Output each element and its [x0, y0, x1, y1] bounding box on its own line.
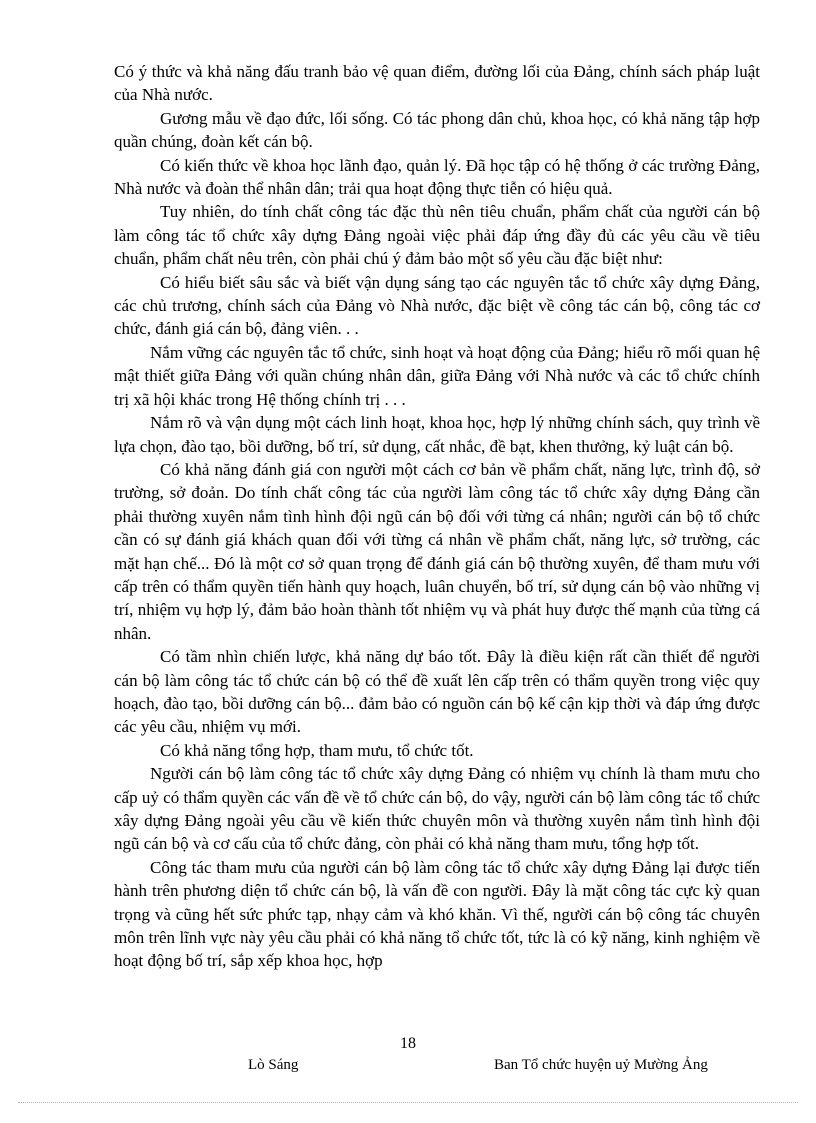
paragraph: Tuy nhiên, do tính chất công tác đặc thù nên tiêu chuẩn, phẩm chất của người cán bộ làm công tác tổ chức xây dựng Đảng ngoài việc phải đáp ứng đầy đủ các yêu cầu về tiêu chuẩn, phẩm chất nêu trên, còn phải chú ý đảm bảo một số yêu cầu đặc biệt như:	[114, 202, 760, 269]
paragraph: Gương mẫu về đạo đức, lối sống. Có tác phong dân chủ, khoa học, có khả năng tập hợp quần chúng, đoàn kết cán bộ.	[114, 108, 760, 152]
document-body	[114, 60, 760, 973]
paragraph: Có hiểu biết sâu sắc và biết vận dụng sáng tạo các nguyên tắc tổ chức xây dựng Đảng, các chủ trương, chính sách của Đảng vò Nhà nước, đặc biệt về công tác cán bộ, công tác cơ chức, đánh giá cán bộ, đảng viên. . .	[114, 272, 760, 339]
page-bottom-divider	[18, 1102, 798, 1103]
paragraph: Nắm rõ và vận dụng một cách linh hoạt, khoa học, hợp lý những chính sách, quy trình về lựa chọn, đào tạo, bồi dưỡng, bố trí, sử dụng, cất nhắc, đề bạt, khen thưởng, kỷ luật cán bộ.	[114, 413, 760, 456]
footer-organization: Ban Tổ chức huyện uỷ Mường Ảng	[494, 1057, 708, 1073]
paragraph: Có khả năng đánh giá con người một cách cơ bản về phẩm chất, năng lực, trình độ, sở trường, sở đoản. Do tính chất công tác của người làm công tác tổ chức xây dựng Đảng cần phải thường xuyên nắm tình hình đội ngũ cán bộ đối với từng cá nhân; người cán bộ tổ chức cần có sự đánh giá khách quan đối với từng cá nhân về phẩm chất, năng lực, sở trường, các mặt hạn chế... Đó là một cơ sở quan trọng để đánh giá cán bộ thường xuyên, để tham mưu với cấp trên có thẩm quyền tiến hành quy hoạch, luân chuyển, bố trí, sử dụng cán bộ vào những vị trí, nhiệm vụ hợp lý, đảm bảo hoàn thành tốt nhiệm vụ và phát huy được thế mạnh của từng cá nhân.	[114, 459, 760, 643]
paragraph: Nắm vững các nguyên tắc tổ chức, sinh hoạt và hoạt động của Đảng; hiểu rõ mối quan hệ mật thiết giữa Đảng với quần chúng nhân dân, giữa Đảng với Nhà nước và các tổ chức chính trị xã hội khác trong Hệ thống chính trị . . .	[114, 342, 760, 409]
page-number: 18	[400, 1035, 416, 1052]
paragraph: Có khả năng tổng hợp, tham mưu, tổ chức tốt.	[160, 740, 474, 760]
paragraph: Có kiến thức về khoa học lãnh đạo, quản lý. Đã học tập có hệ thống ở các trường Đảng, Nhà nước và đoàn thể nhân dân; trải qua hoạt động thực tiễn có hiệu quả.	[114, 155, 760, 199]
footer-author: Lò Sáng	[248, 1057, 299, 1073]
paragraph: Có tầm nhìn chiến lược, khả năng dự báo tốt. Đây là điều kiện rất cần thiết để người cán bộ làm công tác tổ chức cán bộ có thể đề xuất lên cấp trên có thẩm quyền trong việc quy hoạch, đào tạo, bồi dưỡng cán bộ... đảm bảo có nguồn cán bộ kế cận kịp thời và đáp ứng được các yêu cầu, nhiệm vụ mới.	[114, 647, 760, 737]
paragraph: Có ý thức và khả năng đấu tranh bảo vệ quan điểm, đường lối của Đảng, chính sách pháp luật của Nhà nước.	[114, 62, 760, 105]
paragraph: Người cán bộ làm công tác tổ chức xây dựng Đảng có nhiệm vụ chính là tham mưu cho cấp uỷ có thẩm quyền các vấn đề về tổ chức cán bộ, do vậy, người cán bộ làm công tác tổ chức xây dựng Đảng ngoài yêu cầu về kiến thức chuyên môn và thường xuyên nắm tình hình đội ngũ cán bộ và cơ cấu của tổ chức đảng, còn phải có khả năng tham mưu, tổng hợp tốt.	[114, 764, 760, 854]
paragraph: Công tác tham mưu của người cán bộ làm công tác tổ chức xây dựng Đảng lại được tiến hành trên phương diện tổ chức cán bộ, là vấn đề con người. Đây là mặt công tác cực kỳ quan trọng và cũng hết sức phức tạp, nhạy cảm và khó khăn. Vì thế, người cán bộ công tác chuyên môn trên lĩnh vực này yêu cầu phải có khả năng tổ chức tốt, tức là có kỹ năng, kinh nghiệm về hoạt động bố trí, sắp xếp khoa học, hợp	[114, 857, 760, 971]
